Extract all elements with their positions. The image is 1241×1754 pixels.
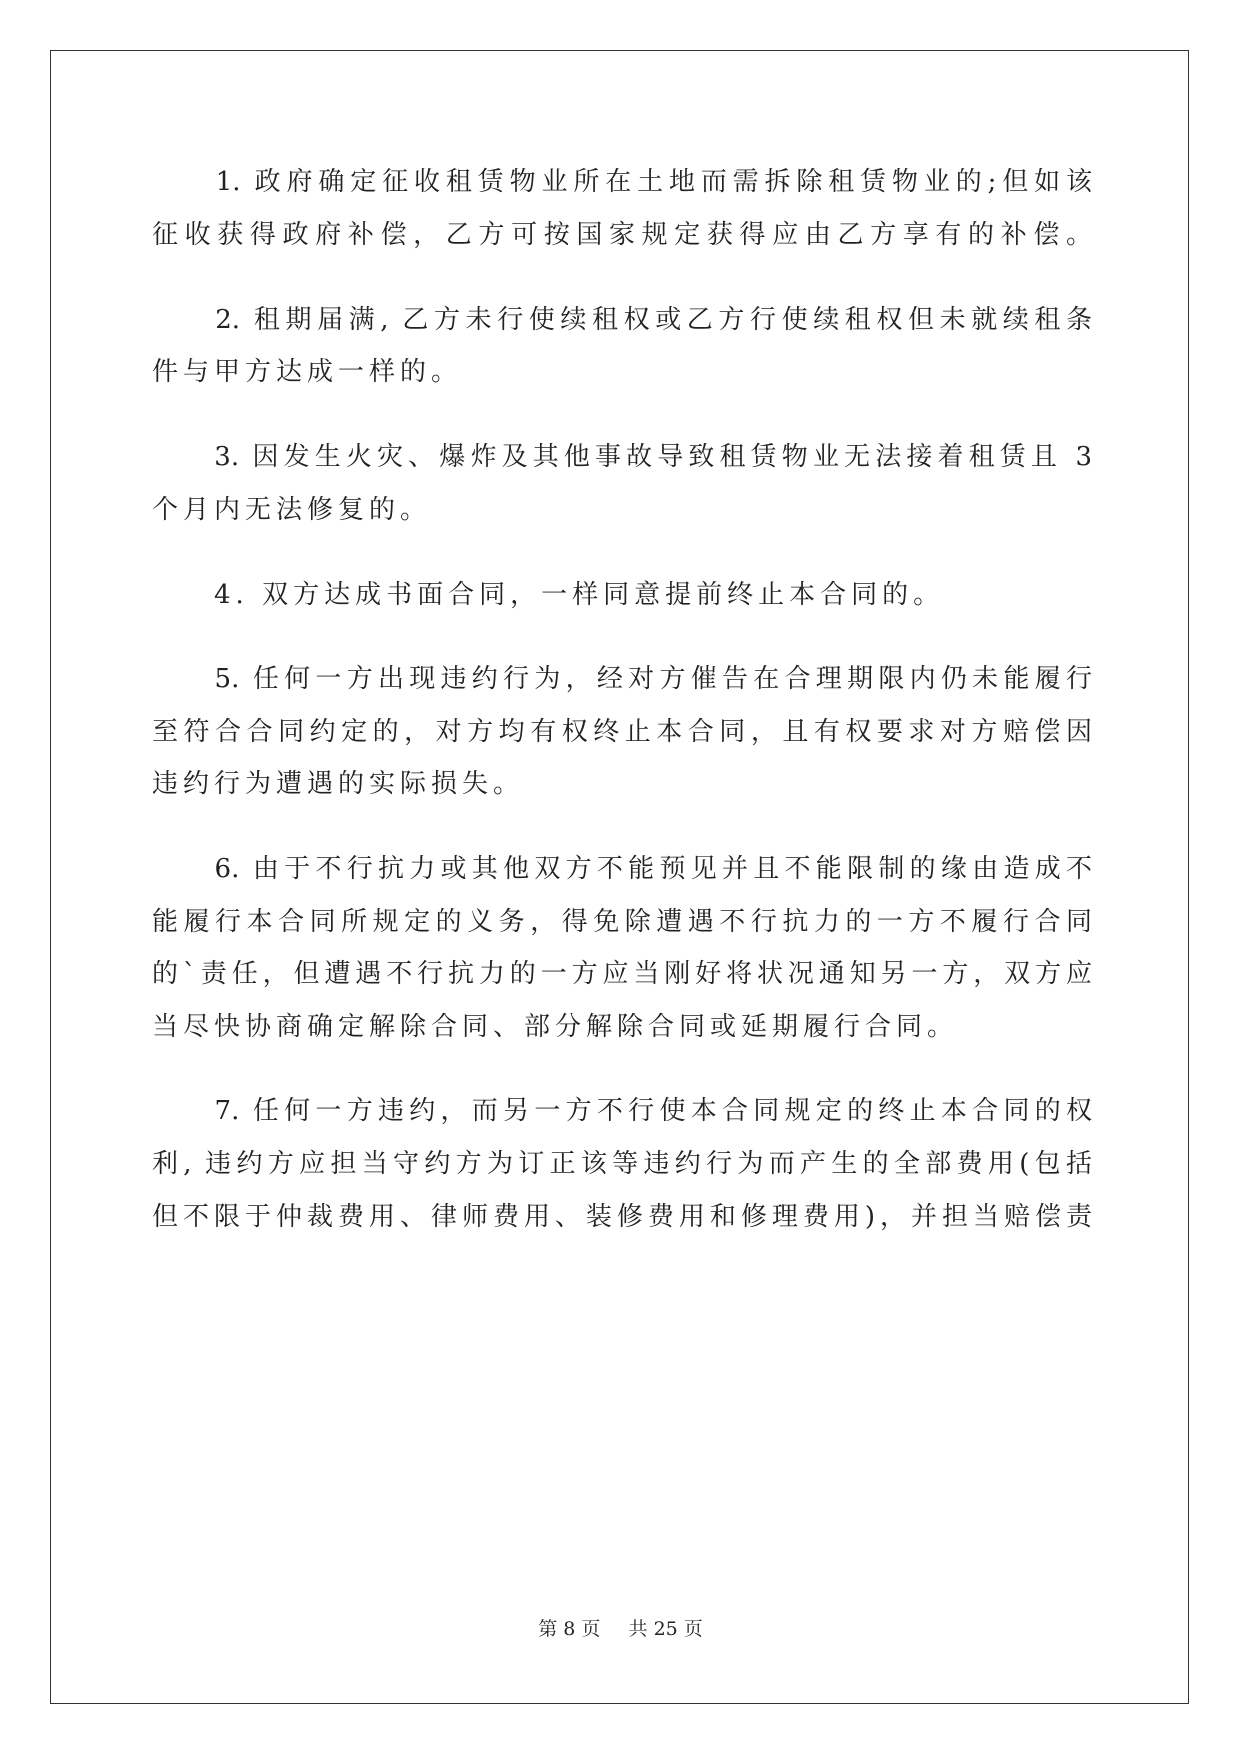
text-line: 5. 任何一方出现违约行为，经对方催告在合理期限内仍未能履行 — [152, 664, 1092, 694]
page-number: 第 8 页 — [538, 1618, 601, 1640]
text-line: 当尽快协商确定解除合同、部分解除合同或延期履行合同。 — [152, 1012, 959, 1042]
text-line: 至符合合同约定的，对方均有权终止本合同，且有权要求对方赔偿因 — [152, 717, 1092, 747]
text-line: 违约行为遭遇的实际损失。 — [152, 769, 525, 799]
text-line: 能履行本合同所规定的义务，得免除遭遇不行抗力的一方不履行合同 — [152, 907, 1092, 937]
text-line: 个月内无法修复的。 — [152, 495, 432, 525]
text-line: 件与甲方达成一样的。 — [152, 357, 463, 387]
text-line: 6. 由于不行抗力或其他双方不能预见并且不能限制的缘由造成不 — [152, 854, 1092, 884]
text-line: 但不限于仲裁费用、律师费用、装修费用和修理费用)，并担当赔偿责 — [152, 1202, 1092, 1232]
page-total: 共 25 页 — [628, 1618, 703, 1640]
text-line: 2. 租期届满, 乙方未行使续租权或乙方行使续租权但未就续租条 — [152, 305, 1092, 335]
text-line: 7. 任何一方违约，而另一方不行使本合同规定的终止本合同的权 — [152, 1096, 1092, 1126]
text-line: 的`责任，但遭遇不行抗力的一方应当刚好将状况通知另一方，双方应 — [152, 959, 1092, 989]
text-line: 4. 双方达成书面合同，一样同意提前终止本合同的。 — [152, 580, 945, 610]
text-line: 利, 违约方应担当守约方为订正该等违约行为而产生的全部费用(包括 — [152, 1149, 1092, 1179]
text-line: 3. 因发生火灾、爆炸及其他事故导致租赁物业无法接着租赁且 3 — [152, 442, 1092, 472]
text-line: 征收获得政府补偿，乙方可按国家规定获得应由乙方享有的补偿。 — [152, 220, 1092, 250]
page-footer — [0, 1617, 1241, 1641]
text-line: 1. 政府确定征收租赁物业所在土地而需拆除租赁物业的;但如该 — [152, 167, 1092, 197]
